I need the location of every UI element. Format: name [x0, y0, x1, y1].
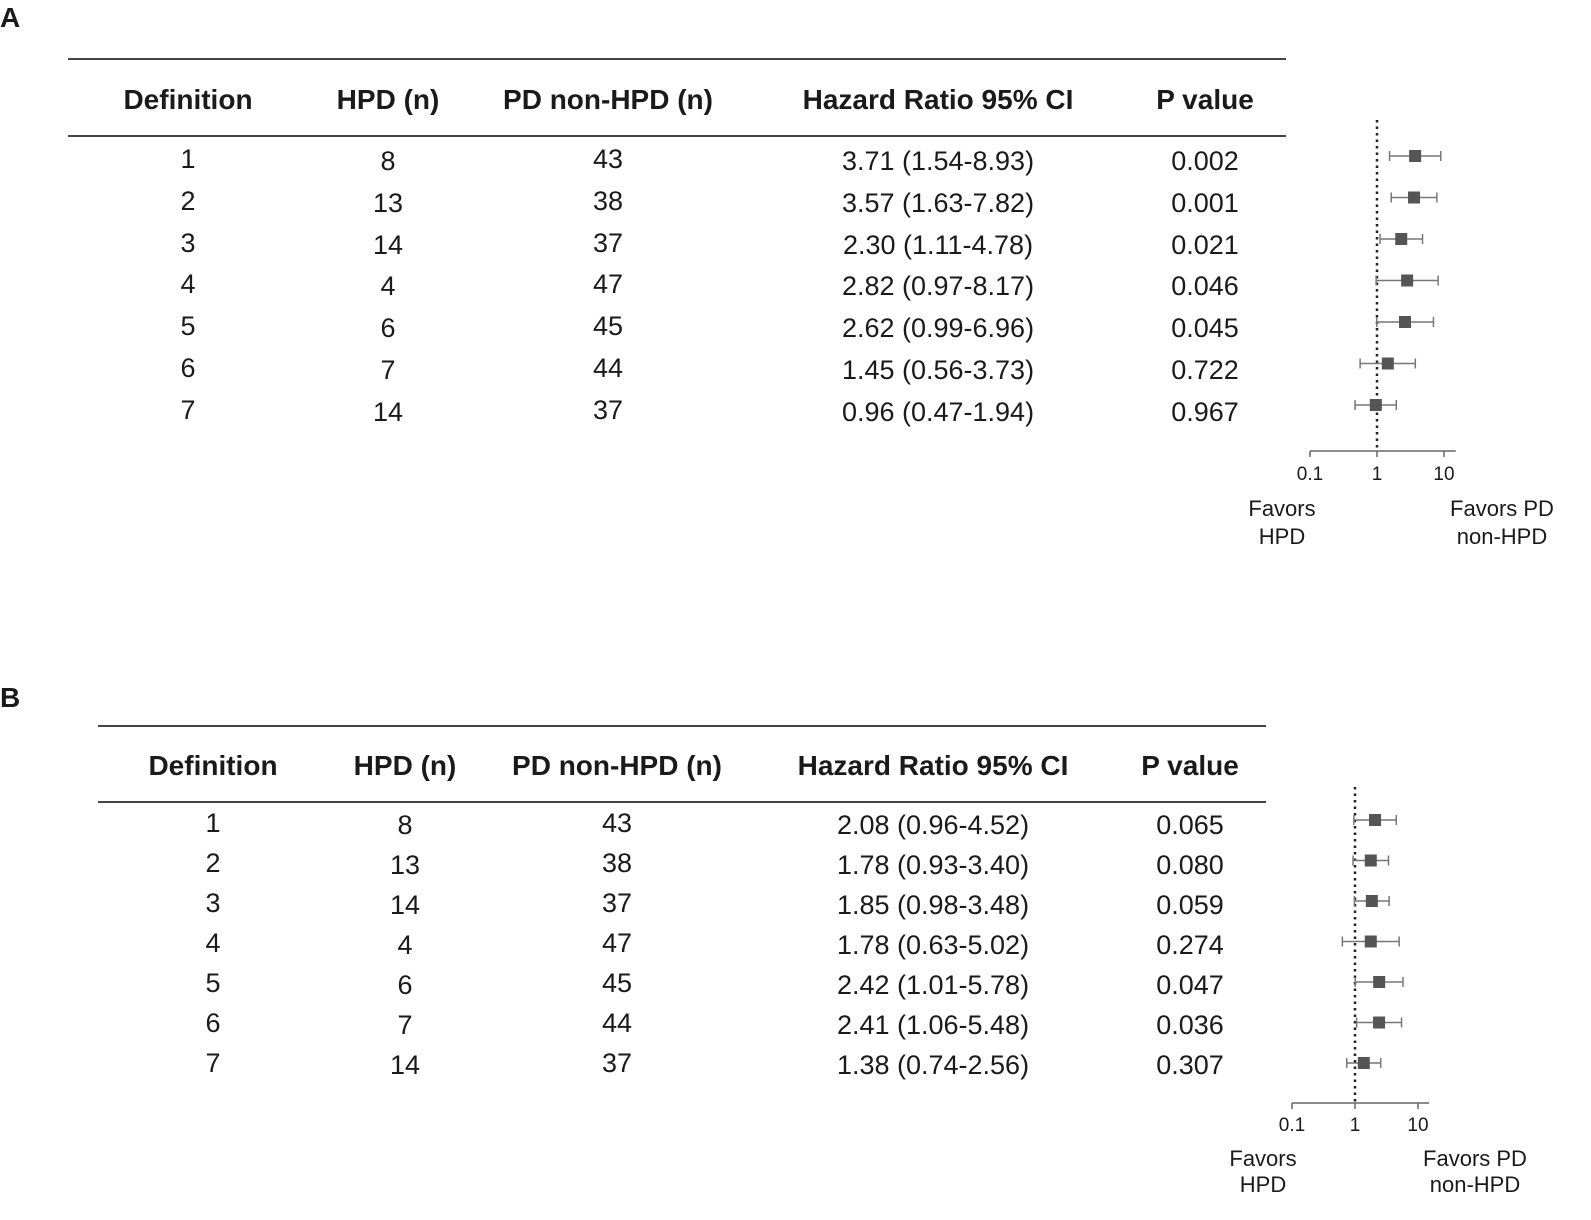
forest-row	[1354, 895, 1389, 907]
pd-non-hpd-count-cell: 37	[601, 1048, 633, 1078]
forest-row	[1347, 1057, 1381, 1069]
p-value-cell: 0.002	[1171, 146, 1239, 176]
hazard-ratio-marker	[1395, 233, 1407, 245]
pd-non-hpd-count-cell: 38	[601, 848, 633, 878]
column-header: Hazard Ratio 95% CI	[802, 84, 1074, 115]
definition-cell: 4	[205, 928, 221, 958]
pd-non-hpd-count-cell: 37	[592, 227, 624, 258]
pd-non-hpd-count-cell: 37	[601, 888, 633, 918]
definition-cell: 3	[180, 227, 196, 258]
hazard-ratio-marker	[1373, 976, 1385, 988]
column-header: P value	[1156, 84, 1254, 115]
hpd-count-cell: 8	[397, 810, 413, 840]
hazard-ratio-marker	[1358, 1057, 1370, 1069]
p-value-cell: 0.047	[1156, 970, 1224, 1000]
forest-row	[1377, 316, 1434, 328]
forest-row	[1354, 814, 1396, 826]
forest-row	[1342, 936, 1399, 948]
hazard-ratio-cell: 3.71 (1.54-8.93)	[841, 146, 1035, 176]
x-tick-label: 1	[1371, 464, 1383, 485]
hazard-ratio-marker	[1408, 192, 1420, 204]
forest-row	[1391, 192, 1437, 204]
definition-cell: 7	[180, 394, 196, 425]
x-tick-label: 10	[1407, 1115, 1429, 1136]
table-top-rule	[68, 58, 1286, 60]
favors-hpd-label: Favors HPD	[1248, 496, 1316, 549]
forest-plot	[1220, 780, 1591, 1220]
definition-cell: 3	[205, 888, 221, 918]
hazard-ratio-cell: 2.82 (0.97-8.17)	[841, 271, 1035, 302]
column-header: Definition	[148, 750, 278, 781]
pd-non-hpd-count-cell: 44	[592, 353, 624, 383]
column-header: PD non-HPD (n)	[503, 84, 713, 115]
hazard-ratio-cell: 1.38 (0.74-2.56)	[836, 1050, 1030, 1080]
definition-cell: 5	[180, 311, 196, 342]
column-header: PD non-HPD (n)	[512, 750, 722, 781]
hazard-ratio-cell: 2.62 (0.99-6.96)	[841, 313, 1035, 344]
hazard-ratio-cell: 2.41 (1.06-5.48)	[836, 1010, 1030, 1040]
definition-cell: 1	[205, 808, 221, 838]
table-top-rule	[98, 725, 1266, 727]
pd-non-hpd-count-cell: 38	[592, 185, 624, 216]
favors-pd-non-hpd-label: Favors PD non-HPD	[1423, 1146, 1527, 1197]
p-value-cell: 0.080	[1156, 850, 1224, 880]
favors-hpd-label: Favors HPD	[1229, 1146, 1297, 1197]
forest-row	[1353, 855, 1388, 867]
hazard-ratio-marker	[1409, 150, 1421, 162]
hazard-ratio-marker	[1401, 275, 1413, 287]
hazard-ratio-cell: 2.30 (1.11-4.78)	[842, 229, 1034, 260]
x-tick-label: 0.1	[1278, 1115, 1306, 1136]
panel-label: B	[0, 682, 21, 713]
table-header-rule	[98, 801, 1266, 803]
hazard-ratio-cell: 1.78 (0.93-3.40)	[836, 850, 1030, 880]
hpd-count-cell: 4	[380, 271, 396, 302]
p-value-cell: 0.722	[1171, 355, 1239, 385]
hazard-ratio-cell: 1.45 (0.56-3.73)	[841, 355, 1035, 385]
pd-non-hpd-count-cell: 37	[592, 394, 624, 425]
column-header: HPD (n)	[353, 750, 457, 781]
column-header: Hazard Ratio 95% CI	[797, 750, 1069, 781]
column-header: P value	[1141, 750, 1239, 781]
p-value-cell: 0.059	[1156, 890, 1224, 920]
definition-cell: 1	[180, 144, 196, 174]
p-value-cell: 0.307	[1156, 1050, 1224, 1080]
p-value-cell: 0.036	[1156, 1010, 1224, 1040]
definition-cell: 2	[180, 185, 196, 216]
hazard-ratio-marker	[1365, 936, 1377, 948]
forest-row	[1360, 358, 1415, 370]
panel-a	[0, 0, 1591, 600]
hazard-ratio-cell: 2.08 (0.96-4.52)	[836, 810, 1030, 840]
hpd-count-cell: 7	[397, 1010, 413, 1040]
hazard-ratio-marker	[1399, 316, 1411, 328]
hpd-count-cell: 6	[397, 970, 413, 1000]
hazard-ratio-marker	[1382, 358, 1394, 370]
panel-label: A	[0, 2, 21, 33]
hpd-count-cell: 6	[380, 313, 396, 344]
forest-row	[1380, 233, 1422, 245]
favors-pd-non-hpd-label: Favors PD non-HPD	[1450, 496, 1554, 549]
hazard-ratio-cell: 1.85 (0.98-3.48)	[836, 890, 1030, 920]
hpd-count-cell: 13	[389, 850, 421, 880]
pd-non-hpd-count-cell: 47	[601, 928, 633, 958]
definition-cell: 5	[205, 968, 221, 998]
table-header-rule	[68, 135, 1286, 137]
p-value-cell: 0.065	[1156, 810, 1224, 840]
column-header: Definition	[123, 84, 253, 115]
x-tick-label: 10	[1433, 464, 1455, 485]
hpd-count-cell: 7	[380, 355, 396, 385]
forest-row	[1376, 275, 1438, 287]
forest-row	[1357, 1017, 1402, 1029]
p-value-cell: 0.046	[1171, 271, 1239, 302]
definition-cell: 6	[180, 353, 196, 383]
hpd-count-cell: 14	[389, 1050, 421, 1080]
p-value-cell: 0.001	[1171, 187, 1239, 218]
hpd-count-cell: 14	[372, 229, 404, 260]
hazard-ratio-marker	[1365, 855, 1377, 867]
pd-non-hpd-count-cell: 43	[601, 808, 633, 838]
pd-non-hpd-count-cell: 43	[592, 144, 624, 174]
hpd-count-cell: 14	[389, 890, 421, 920]
p-value-cell: 0.021	[1171, 229, 1239, 260]
pd-non-hpd-count-cell: 45	[601, 968, 633, 998]
definition-cell: 6	[205, 1008, 221, 1038]
forest-row	[1390, 150, 1441, 162]
hazard-ratio-cell: 1.78 (0.63-5.02)	[836, 930, 1030, 960]
definition-cell: 4	[180, 269, 196, 300]
hazard-ratio-cell: 3.57 (1.63-7.82)	[841, 187, 1035, 218]
hazard-ratio-marker	[1373, 1017, 1385, 1029]
p-value-cell: 0.045	[1171, 313, 1239, 344]
hpd-count-cell: 14	[372, 396, 404, 427]
pd-non-hpd-count-cell: 45	[592, 311, 624, 342]
hazard-ratio-cell: 2.42 (1.01-5.78)	[836, 970, 1030, 1000]
p-value-cell: 0.967	[1171, 396, 1239, 427]
hpd-count-cell: 8	[380, 146, 396, 176]
p-value-cell: 0.274	[1156, 930, 1224, 960]
hazard-ratio-marker	[1370, 399, 1382, 411]
forest-row	[1355, 399, 1396, 411]
definition-cell: 2	[205, 848, 221, 878]
hpd-count-cell: 13	[372, 187, 404, 218]
pd-non-hpd-count-cell: 47	[592, 269, 624, 300]
x-tick-label: 0.1	[1296, 464, 1324, 485]
pd-non-hpd-count-cell: 44	[601, 1008, 633, 1038]
forest-row	[1355, 976, 1403, 988]
hazard-ratio-marker	[1366, 895, 1378, 907]
hpd-count-cell: 4	[397, 930, 413, 960]
definition-cell: 7	[205, 1048, 221, 1078]
x-tick-label: 1	[1349, 1115, 1361, 1136]
forest-plot	[1240, 110, 1591, 560]
panel-b	[0, 680, 1591, 1220]
hazard-ratio-marker	[1369, 814, 1381, 826]
column-header: HPD (n)	[336, 84, 440, 115]
hazard-ratio-cell: 0.96 (0.47-1.94)	[841, 396, 1035, 427]
